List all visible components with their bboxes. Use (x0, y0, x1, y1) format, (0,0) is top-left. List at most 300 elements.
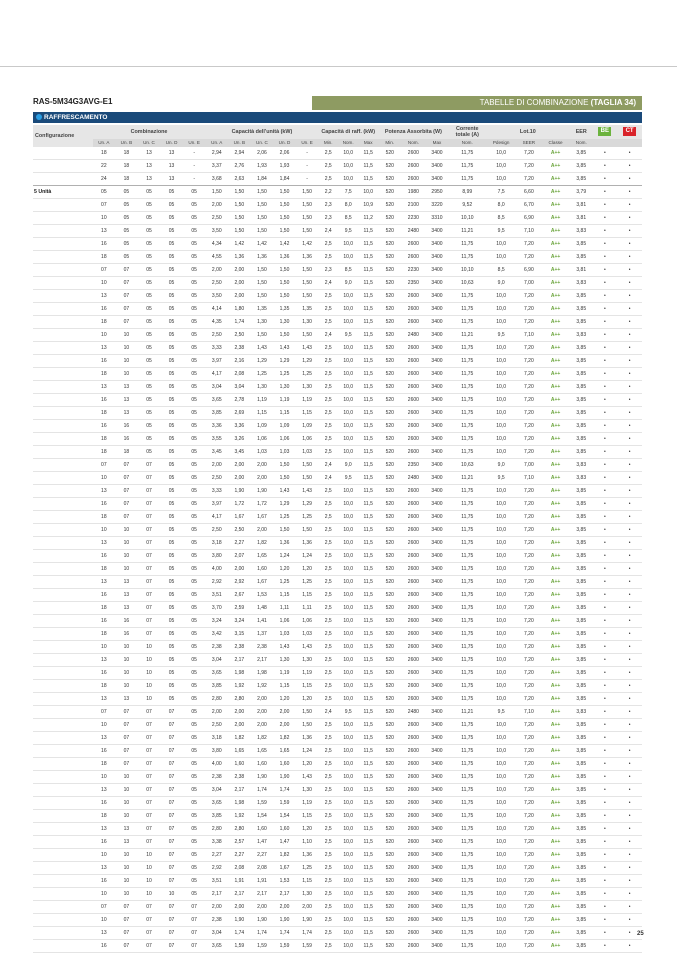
table-cell: 1,98 (257, 670, 267, 676)
table-cell: 3,85 (576, 774, 587, 780)
table-cell: 10,0 (343, 566, 354, 572)
table-cell: 2950 (425, 186, 449, 199)
table-cell: 1,43 (302, 345, 312, 351)
table-cell: 3,85 (576, 579, 587, 585)
table-cell: 2,5 (324, 774, 332, 780)
table-cell: 1,15 (279, 410, 290, 416)
table-cell: 2600 (407, 553, 419, 559)
table-cell: • (603, 722, 606, 728)
row-group-label (33, 316, 93, 329)
top-rule (0, 66, 677, 67)
table-cell: 1,93 (257, 163, 267, 169)
table-row (33, 433, 642, 446)
table-cell: 3,45 (234, 449, 245, 455)
table-row (33, 381, 642, 394)
table-cell: 10,0 (496, 748, 507, 754)
table-cell: • (628, 254, 631, 260)
table-cell: 18 (123, 449, 130, 455)
table-cell: 11,75 (461, 436, 474, 442)
table-cell: 1,15 (302, 683, 312, 689)
table-cell: 520 (385, 215, 394, 221)
table-cell: 1,19 (279, 670, 290, 676)
table-cell: 2600 (407, 358, 419, 364)
table-cell: 2,5 (324, 904, 332, 910)
row-group-label (33, 706, 93, 719)
table-cell: • (603, 462, 606, 468)
table-cell: 11,75 (461, 163, 474, 169)
table-row (33, 641, 642, 654)
table-cell: 3400 (431, 345, 443, 351)
row-group-label (33, 862, 93, 875)
table-cell: 7,20 (524, 774, 534, 780)
table-cell: 2,16 (234, 358, 245, 364)
table-cell: • (603, 436, 606, 442)
table-cell: 7,20 (524, 514, 534, 520)
table-cell: 2,92 (211, 865, 222, 871)
table-cell: • (628, 371, 631, 377)
table-cell: 10,0 (343, 436, 354, 442)
table-cell: 3400 (431, 670, 443, 676)
table-cell: 05 (191, 397, 197, 403)
table-cell: 1,50 (273, 186, 296, 199)
table-cell: 05 (168, 631, 175, 637)
table-cell: 3400 (431, 605, 443, 611)
table-cell: 2,00 (279, 904, 290, 910)
table-cell: 18 (101, 410, 107, 416)
table-cell: 520 (385, 904, 394, 910)
table-cell: 1,60 (257, 826, 267, 832)
table-cell: 10,0 (343, 540, 354, 546)
energy-class-cell: A++ (550, 384, 561, 390)
table-row (33, 485, 642, 498)
table-cell: 05 (168, 371, 175, 377)
table-cell: 10,0 (496, 150, 507, 156)
table-cell: 3,85 (576, 527, 587, 533)
table-cell: 2,00 (257, 527, 267, 533)
subheader-cell: Un. C (251, 139, 274, 147)
table-cell: • (628, 423, 631, 429)
header-corrente: Corrente totale (A) (449, 125, 486, 139)
table-cell: 07 (146, 605, 152, 611)
table-cell: • (603, 904, 606, 910)
table-cell: 05 (168, 280, 175, 286)
table-cell: 11,5 (363, 514, 373, 520)
table-cell: • (628, 293, 631, 299)
table-cell: 1,59 (279, 800, 290, 806)
table-cell: 10,0 (343, 683, 354, 689)
table-cell: 05 (168, 202, 175, 208)
table-cell: 05 (191, 878, 197, 884)
table-cell: 1,30 (302, 891, 312, 897)
energy-class-cell: A++ (550, 566, 561, 572)
table-cell: 10 (101, 280, 107, 286)
table-row (33, 927, 642, 940)
table-cell: 2,00 (257, 904, 267, 910)
table-cell: 3400 (431, 813, 443, 819)
combination-title: TABELLE DI COMBINAZIONE (479, 98, 589, 107)
table-cell: 05 (191, 293, 197, 299)
table-cell: 3,85 (576, 904, 587, 910)
table-row (33, 186, 642, 199)
table-cell: 13 (123, 579, 130, 585)
table-cell: 8,5 (344, 267, 352, 273)
table-cell: • (603, 592, 606, 598)
table-cell: 10 (101, 527, 107, 533)
table-cell: 10,0 (496, 293, 507, 299)
table-cell: 3,85 (576, 631, 587, 637)
combination-table (33, 125, 642, 953)
table-cell: 07 (191, 930, 197, 936)
table-cell: • (603, 501, 606, 507)
subheader-cell: Classe (541, 139, 570, 147)
table-cell: 3400 (431, 930, 443, 936)
table-cell: 05 (123, 202, 130, 208)
table-cell: 05 (146, 215, 152, 221)
table-cell: 05 (168, 397, 175, 403)
row-group-label (33, 927, 93, 940)
table-cell: 2,2 (318, 186, 338, 199)
table-cell: 2,50 (211, 527, 222, 533)
table-cell: 07 (168, 852, 175, 858)
table-cell: 1,50 (302, 267, 312, 273)
table-cell: • (603, 293, 606, 299)
table-cell: 05 (168, 436, 175, 442)
table-cell: 1,90 (257, 488, 267, 494)
table-row (33, 420, 642, 433)
table-cell: 3400 (431, 384, 443, 390)
table-cell: 7,20 (524, 683, 534, 689)
table-cell: 07 (123, 514, 130, 520)
table-cell: 520 (385, 670, 394, 676)
table-cell: 3,85 (576, 696, 587, 702)
table-cell: 3,04 (211, 384, 222, 390)
table-cell: 7,20 (524, 735, 534, 741)
table-cell: 1,50 (279, 475, 290, 481)
table-cell: 2600 (407, 514, 419, 520)
table-cell: 3,04 (211, 787, 222, 793)
subheader-cell: Nom. (402, 139, 426, 147)
table-cell: 3,85 (211, 813, 222, 819)
table-cell: 11,5 (363, 267, 373, 273)
table-cell: 2,00 (279, 709, 290, 715)
table-cell: 3400 (431, 371, 443, 377)
table-cell: 7,20 (524, 579, 534, 585)
table-cell: 2600 (407, 930, 419, 936)
table-cell: 11,5 (363, 371, 373, 377)
table-cell: 2600 (407, 891, 419, 897)
table-cell: 11,5 (363, 605, 373, 611)
table-cell: 3,85 (576, 163, 587, 169)
table-cell: 2600 (407, 371, 419, 377)
table-cell: 1,50 (279, 202, 290, 208)
table-cell: 11,5 (363, 228, 373, 234)
table-cell: 05 (191, 761, 197, 767)
table-cell: 1,09 (257, 423, 267, 429)
table-cell: 520 (385, 527, 394, 533)
table-cell: 11,75 (461, 917, 474, 923)
table-cell: 3,85 (576, 644, 587, 650)
table-cell: 10 (123, 644, 130, 650)
table-cell: 10,0 (343, 592, 354, 598)
table-cell: 05 (146, 371, 152, 377)
table-cell: 2,5 (324, 397, 332, 403)
table-cell: 10,0 (496, 605, 507, 611)
table-cell: 3400 (431, 722, 443, 728)
table-cell: 7,20 (524, 826, 534, 832)
table-cell: 1,25 (302, 579, 312, 585)
table-cell: 1,35 (257, 306, 267, 312)
table-cell: 1,60 (257, 566, 267, 572)
header-lot: Lot.10 (486, 125, 570, 139)
table-cell: 05 (146, 332, 152, 338)
table-cell: 2,5 (324, 410, 332, 416)
table-cell: 18 (123, 176, 130, 182)
table-cell: 2,5 (324, 761, 332, 767)
table-cell: 11,75 (461, 878, 474, 884)
table-cell: 1,03 (257, 449, 267, 455)
table-cell: 10,0 (496, 670, 507, 676)
table-row (33, 732, 642, 745)
subheader-cell: Max (358, 139, 378, 147)
table-cell: 11,75 (461, 839, 474, 845)
energy-class-cell: A++ (550, 852, 561, 858)
table-cell: 2,3 (324, 267, 332, 273)
table-cell: 16 (101, 839, 107, 845)
table-cell: • (628, 943, 631, 949)
table-cell: • (628, 839, 631, 845)
table-cell: 2,3 (324, 202, 332, 208)
table-cell: • (603, 475, 606, 481)
energy-class-cell: A++ (550, 553, 561, 559)
table-cell: 3,81 (576, 215, 587, 221)
table-cell: 1,36 (279, 540, 290, 546)
table-cell: 1,43 (279, 644, 290, 650)
table-cell: 05 (146, 267, 152, 273)
table-cell: 2,50 (211, 475, 222, 481)
table-cell: 10,63 (461, 280, 474, 286)
table-cell: 10,0 (343, 657, 354, 663)
table-cell: • (603, 800, 606, 806)
table-row (33, 472, 642, 485)
row-group-label (33, 173, 93, 186)
table-cell: 1,03 (302, 449, 312, 455)
table-cell: 05 (191, 644, 197, 650)
table-row (33, 797, 642, 810)
table-cell: 07 (123, 488, 130, 494)
table-cell: 11,5 (363, 475, 373, 481)
table-cell: 05 (146, 319, 152, 325)
row-group-label (33, 745, 93, 758)
table-cell: 10,0 (496, 800, 507, 806)
table-cell: 1,42 (234, 241, 245, 247)
table-cell: 07 (146, 514, 152, 520)
table-cell: 7,20 (524, 813, 534, 819)
table-cell: 13 (168, 163, 175, 169)
table-cell: 13 (123, 384, 130, 390)
table-cell: 07 (123, 761, 130, 767)
table-cell: 10 (146, 683, 152, 689)
table-cell: 2,00 (211, 267, 222, 273)
table-cell: 05 (123, 241, 130, 247)
table-cell: 520 (385, 384, 394, 390)
table-cell: • (603, 397, 606, 403)
row-group-label (33, 719, 93, 732)
table-cell: 2480 (407, 332, 419, 338)
energy-class-cell: A++ (550, 215, 561, 221)
table-cell: 1,50 (257, 228, 267, 234)
table-cell: 05 (146, 345, 152, 351)
table-cell: 05 (191, 800, 197, 806)
table-cell: 2,5 (324, 605, 332, 611)
table-cell: 1,53 (279, 878, 290, 884)
table-cell: 1,98 (234, 670, 245, 676)
table-cell: 3400 (431, 241, 443, 247)
table-cell: 2,5 (324, 800, 332, 806)
energy-class-cell: A++ (550, 943, 561, 949)
table-cell: 1,92 (234, 683, 245, 689)
table-cell: 10,0 (496, 839, 507, 845)
table-cell: 3400 (431, 163, 443, 169)
table-cell: • (628, 865, 631, 871)
table-cell: 2600 (407, 488, 419, 494)
table-cell: 3400 (431, 332, 443, 338)
table-cell: 07 (123, 930, 130, 936)
table-cell: 11,5 (363, 501, 373, 507)
table-row (33, 719, 642, 732)
table-cell: 1,84 (279, 176, 290, 182)
table-cell: 05 (168, 696, 175, 702)
energy-class-cell: A++ (550, 163, 561, 169)
table-cell: 05 (146, 358, 152, 364)
table-cell: 1,30 (302, 384, 312, 390)
table-cell: 11,5 (363, 904, 373, 910)
row-group-label (33, 212, 93, 225)
table-row (33, 771, 642, 784)
row-group-label (33, 732, 93, 745)
table-cell: 10 (146, 696, 152, 702)
table-cell: • (628, 852, 631, 858)
table-cell: 1,60 (279, 826, 290, 832)
table-cell: 1,15 (257, 410, 267, 416)
table-cell: 1,30 (257, 384, 267, 390)
table-cell: • (603, 930, 606, 936)
table-cell: 2,50 (211, 722, 222, 728)
table-cell: 9,0 (497, 462, 505, 468)
table-cell: 1,74 (279, 787, 290, 793)
table-cell: 16 (101, 553, 107, 559)
table-cell: 2,5 (324, 176, 332, 182)
table-cell: 2,5 (324, 150, 332, 156)
energy-class-cell: A++ (550, 501, 561, 507)
table-cell: 2,38 (211, 917, 222, 923)
table-cell: 18 (123, 163, 130, 169)
table-cell: 2600 (407, 605, 419, 611)
table-cell: 1,74 (302, 930, 312, 936)
table-cell: 10 (123, 878, 130, 884)
table-cell: • (628, 891, 631, 897)
table-cell: 3400 (431, 553, 443, 559)
table-cell: 05 (191, 553, 197, 559)
table-cell: 520 (385, 462, 394, 468)
table-cell: 10 (123, 774, 130, 780)
table-cell: 10 (101, 215, 107, 221)
table-cell: • (603, 254, 606, 260)
table-cell: 3,85 (576, 410, 587, 416)
table-cell: 7,20 (524, 878, 534, 884)
table-row (33, 667, 642, 680)
table-cell: 11,75 (461, 800, 474, 806)
table-cell: 11,75 (461, 787, 474, 793)
table-cell: • (628, 150, 631, 156)
table-row (33, 524, 642, 537)
table-cell: 13 (146, 176, 152, 182)
table-cell: 520 (385, 813, 394, 819)
table-cell: 7,20 (524, 410, 534, 416)
table-cell: 18 (101, 514, 107, 520)
table-cell: 10,0 (343, 839, 354, 845)
table-cell: 05 (146, 436, 152, 442)
table-cell: 07 (168, 800, 175, 806)
table-cell: 1,03 (279, 631, 290, 637)
table-cell: • (628, 631, 631, 637)
table-cell: 11,75 (461, 891, 474, 897)
energy-class-cell: A++ (550, 371, 561, 377)
table-cell: 3,83 (576, 332, 587, 338)
table-cell: 2600 (407, 254, 419, 260)
table-cell: 520 (385, 852, 394, 858)
table-cell: 05 (168, 579, 175, 585)
table-cell: - (193, 176, 195, 182)
table-cell: 2,27 (211, 852, 222, 858)
table-cell: 7,00 (524, 280, 534, 286)
table-cell: 05 (191, 657, 197, 663)
table-cell: 2,5 (324, 423, 332, 429)
table-cell: 1,92 (234, 813, 245, 819)
table-cell: 05 (183, 186, 206, 199)
table-cell: 11,5 (363, 449, 373, 455)
table-cell: 1,59 (257, 800, 267, 806)
table-cell: 11,5 (363, 657, 373, 663)
table-cell: 520 (385, 865, 394, 871)
table-cell: 1,25 (257, 371, 267, 377)
energy-class-cell: A++ (550, 618, 561, 624)
table-cell: 07 (123, 306, 130, 312)
table-cell: 1,50 (279, 527, 290, 533)
table-cell: 9,5 (344, 228, 352, 234)
table-cell: 8,5 (497, 215, 505, 221)
table-cell: • (603, 267, 606, 273)
table-cell: 1,20 (279, 696, 290, 702)
page-number: 25 (637, 931, 644, 937)
table-cell: 10,0 (343, 800, 354, 806)
table-cell: 10 (123, 683, 130, 689)
table-cell: 2,00 (211, 202, 222, 208)
table-cell: • (628, 774, 631, 780)
table-cell: • (603, 735, 606, 741)
table-cell: 13 (101, 345, 107, 351)
table-cell: 10,0 (343, 787, 354, 793)
table-cell: 10 (123, 527, 130, 533)
table-cell: 10,0 (496, 943, 507, 949)
table-cell: • (603, 748, 606, 754)
row-group-label (33, 368, 93, 381)
table-cell: 2,38 (257, 644, 267, 650)
table-cell: • (628, 696, 631, 702)
table-cell: 11,5 (363, 462, 373, 468)
table-cell: 7,20 (524, 527, 534, 533)
table-cell: 05 (115, 186, 138, 199)
table-cell: 7,20 (524, 722, 534, 728)
